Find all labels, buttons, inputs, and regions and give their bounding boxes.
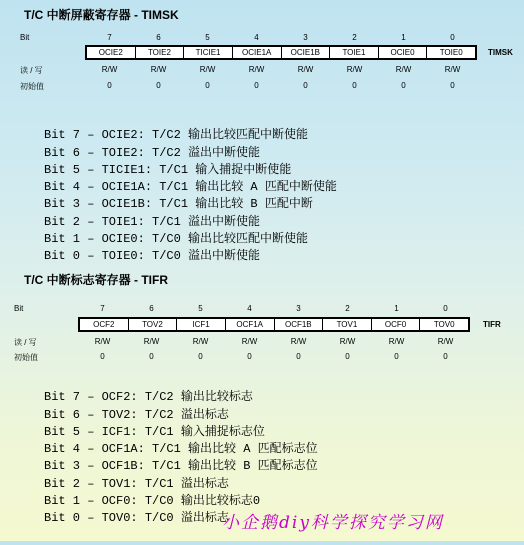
timsk-rw-2: R/W xyxy=(346,65,363,74)
tifr-bit-3: 3 xyxy=(296,304,301,313)
timsk-register-name: TIMSK xyxy=(488,48,513,57)
watermark-text: 小企鹅diy科学探究学习网 xyxy=(222,513,444,533)
timsk-bit-label: Bit xyxy=(20,33,30,42)
timsk-rw-4: R/W xyxy=(248,65,265,74)
tifr-init-4: 0 xyxy=(247,352,252,361)
timsk-init-label: 初始值 xyxy=(20,82,44,91)
timsk-rw-7: R/W xyxy=(101,65,118,74)
tifr-init-0: 0 xyxy=(443,352,448,361)
tifr-desc-bit1: Bit 1 – OCF0: T/C0 输出比较标志0 xyxy=(44,494,261,509)
timsk-bit-1: 1 xyxy=(401,33,406,42)
timsk-init-5: 0 xyxy=(205,81,210,90)
tifr-rw-0: R/W xyxy=(437,337,454,346)
tifr-field-tov2: TOV2 xyxy=(129,319,178,330)
timsk-rw-0: R/W xyxy=(444,65,461,74)
timsk-field-toie2: TOIE2 xyxy=(136,47,185,58)
tifr-bit-2: 2 xyxy=(345,304,350,313)
timsk-field-ocie0: OCIE0 xyxy=(379,47,428,58)
timsk-init-4: 0 xyxy=(254,81,259,90)
tifr-init-label: 初始值 xyxy=(14,353,38,362)
timsk-init-3: 0 xyxy=(303,81,308,90)
timsk-field-ocie1b: OCIE1B xyxy=(282,47,331,58)
timsk-init-1: 0 xyxy=(401,81,406,90)
tifr-desc-bit2: Bit 2 – TOV1: T/C1 溢出标志 xyxy=(44,476,229,491)
tifr-desc-bit7: Bit 7 – OCF2: T/C2 输出比较标志 xyxy=(44,390,253,405)
timsk-bit-5: 5 xyxy=(205,33,210,42)
tifr-title: T/C 中断标志寄存器 - TIFR xyxy=(24,273,168,287)
timsk-init-7: 0 xyxy=(107,81,112,90)
tifr-init-3: 0 xyxy=(296,352,301,361)
timsk-rw-row xyxy=(85,65,477,74)
tifr-field-ocf1a: OCF1A xyxy=(226,319,275,330)
tifr-init-1: 0 xyxy=(394,352,399,361)
timsk-desc-bit6: Bit 6 – TOIE2: T/C2 溢出中断使能 xyxy=(44,145,261,160)
timsk-field-toie1: TOIE1 xyxy=(330,47,379,58)
timsk-field-ocie2: OCIE2 xyxy=(87,47,136,58)
tifr-init-6: 0 xyxy=(149,352,154,361)
timsk-desc-bit2: Bit 2 – TOIE1: T/C1 溢出中断使能 xyxy=(44,214,261,229)
timsk-rw-6: R/W xyxy=(150,65,167,74)
tifr-rw-4: R/W xyxy=(241,337,258,346)
timsk-desc-bit3: Bit 3 – OCIE1B: T/C1 输出比较 B 匹配中断 xyxy=(44,197,313,212)
tifr-field-ocf0: OCF0 xyxy=(372,319,421,330)
tifr-desc-bit5: Bit 5 – ICF1: T/C1 输入捕捉标志位 xyxy=(44,424,265,439)
tifr-register-name: TIFR xyxy=(483,320,501,329)
tifr-desc-bit4: Bit 4 – OCF1A: T/C1 输出比较 A 匹配标志位 xyxy=(44,442,318,457)
timsk-bit-0: 0 xyxy=(450,33,455,42)
tifr-bit-6: 6 xyxy=(149,304,154,313)
timsk-init-2: 0 xyxy=(352,81,357,90)
timsk-bit-6: 6 xyxy=(156,33,161,42)
tifr-rw-row xyxy=(78,337,470,346)
tifr-desc-bit3: Bit 3 – OCF1B: T/C1 输出比较 B 匹配标志位 xyxy=(44,459,318,474)
timsk-bit-3: 3 xyxy=(303,33,308,42)
tifr-register-fields xyxy=(78,317,470,332)
timsk-init-row xyxy=(85,81,477,90)
tifr-field-tov0: TOV0 xyxy=(433,320,455,329)
timsk-rw-1: R/W xyxy=(395,65,412,74)
tifr-field-tov1: TOV1 xyxy=(323,319,372,330)
tifr-rw-5: R/W xyxy=(192,337,209,346)
timsk-desc-bit0: Bit 0 – TOIE0: T/C0 溢出中断使能 xyxy=(44,249,261,264)
tifr-bit-5: 5 xyxy=(198,304,203,313)
timsk-rw-5: R/W xyxy=(199,65,216,74)
tifr-rw-1: R/W xyxy=(388,337,405,346)
tifr-rw-2: R/W xyxy=(339,337,356,346)
tifr-bit-0: 0 xyxy=(443,304,448,313)
tifr-field-ocf1b: OCF1B xyxy=(275,319,324,330)
timsk-desc-bit4: Bit 4 – OCIE1A: T/C1 输出比较 A 匹配中断使能 xyxy=(44,180,337,195)
timsk-bit-4: 4 xyxy=(254,33,259,42)
tifr-field-icf1: ICF1 xyxy=(177,319,226,330)
tifr-bit-1: 1 xyxy=(394,304,399,313)
timsk-field-toie0: TOIE0 xyxy=(439,48,463,57)
tifr-desc-bit0: Bit 0 – TOV0: T/C0 溢出标志 xyxy=(44,511,229,526)
timsk-bit-2: 2 xyxy=(352,33,357,42)
timsk-bit-7: 7 xyxy=(107,33,112,42)
timsk-field-ocie1a: OCIE1A xyxy=(233,47,282,58)
timsk-rw-label: 读 / 写 xyxy=(20,66,43,75)
timsk-init-0: 0 xyxy=(450,81,455,90)
timsk-title: T/C 中断屏蔽寄存器 - TIMSK xyxy=(24,8,179,22)
tifr-desc-bit6: Bit 6 – TOV2: T/C2 溢出标志 xyxy=(44,407,229,422)
tifr-init-5: 0 xyxy=(198,352,203,361)
tifr-init-row xyxy=(78,352,470,361)
tifr-init-2: 0 xyxy=(345,352,350,361)
tifr-init-7: 0 xyxy=(100,352,105,361)
tifr-rw-label: 读 / 写 xyxy=(14,338,37,347)
tifr-rw-6: R/W xyxy=(143,337,160,346)
timsk-desc-bit1: Bit 1 – OCIE0: T/C0 输出比较匹配中断使能 xyxy=(44,232,309,247)
tifr-field-ocf2: OCF2 xyxy=(80,319,129,330)
timsk-desc-bit7: Bit 7 – OCIE2: T/C2 输出比较匹配中断使能 xyxy=(44,128,309,143)
tifr-rw-3: R/W xyxy=(290,337,307,346)
timsk-register-fields xyxy=(85,45,477,60)
timsk-field-ticie1: TICIE1 xyxy=(184,47,233,58)
timsk-rw-3: R/W xyxy=(297,65,314,74)
timsk-init-6: 0 xyxy=(156,81,161,90)
timsk-desc-bit5: Bit 5 – TICIE1: T/C1 输入捕捉中断使能 xyxy=(44,162,292,177)
tifr-rw-7: R/W xyxy=(94,337,111,346)
tifr-bit-4: 4 xyxy=(247,304,252,313)
tifr-bit-7: 7 xyxy=(100,304,105,313)
tifr-bit-label: Bit xyxy=(14,304,24,313)
timsk-descriptions xyxy=(44,110,337,283)
